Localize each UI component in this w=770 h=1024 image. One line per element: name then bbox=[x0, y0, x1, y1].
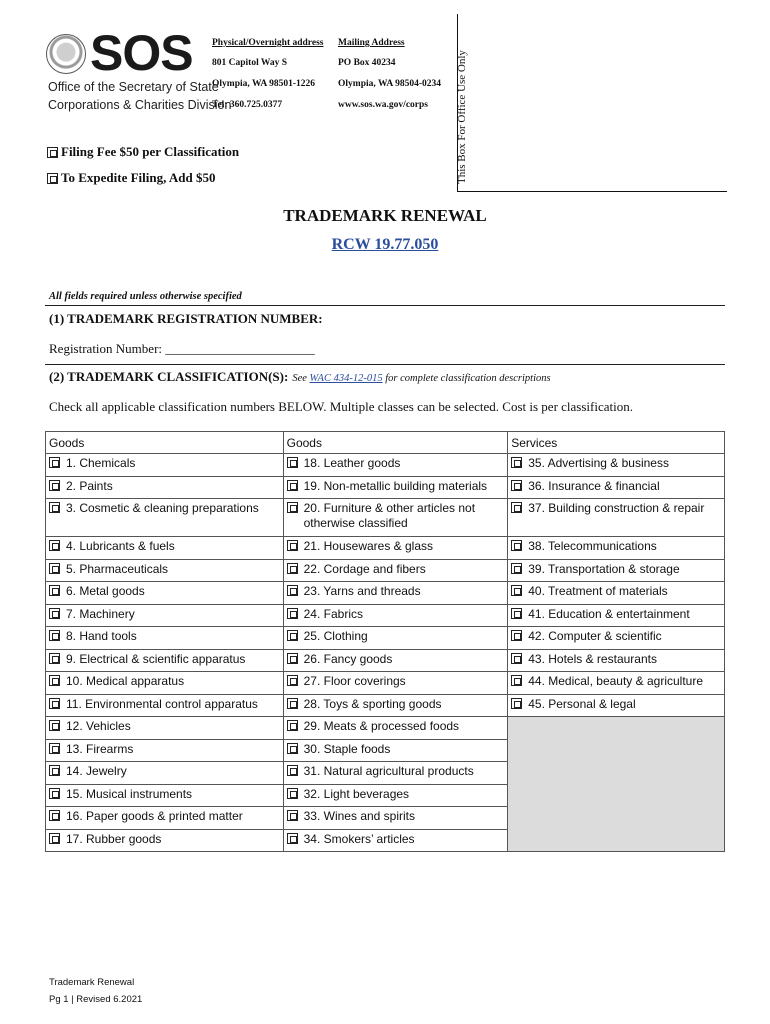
class-label: 27. Floor coverings bbox=[303, 674, 406, 688]
table-row bbox=[46, 537, 725, 560]
class-cell bbox=[46, 537, 284, 560]
class-option[interactable] bbox=[508, 477, 724, 494]
class-option[interactable] bbox=[46, 717, 283, 734]
class-label: 44. Medical, beauty & agriculture bbox=[528, 674, 703, 688]
section2-title: (2) TRADEMARK CLASSIFICATION(S): bbox=[49, 369, 289, 384]
class-cell bbox=[46, 476, 284, 499]
class-cell bbox=[283, 762, 508, 785]
class-checkbox[interactable] bbox=[511, 502, 522, 513]
class-label: 29. Meats & processed foods bbox=[303, 719, 460, 733]
class-option[interactable] bbox=[508, 454, 724, 471]
class-cell bbox=[283, 499, 508, 537]
class-cell bbox=[46, 604, 284, 627]
state-seal-icon bbox=[46, 34, 86, 74]
required-note: All fields required unless otherwise specified bbox=[49, 291, 242, 302]
class-checkbox[interactable] bbox=[287, 698, 298, 709]
section2-heading bbox=[49, 369, 551, 385]
note-pre: See bbox=[292, 373, 307, 384]
class-option[interactable] bbox=[508, 537, 724, 554]
division-name: Corporations & Charities Division bbox=[48, 98, 232, 112]
class-checkbox[interactable] bbox=[287, 457, 298, 468]
class-cell bbox=[46, 807, 284, 830]
class-cell bbox=[283, 672, 508, 695]
class-cell bbox=[46, 694, 284, 717]
class-cell bbox=[508, 694, 725, 717]
class-label: 28. Toys & sporting goods bbox=[303, 696, 442, 711]
class-label: 9. Electrical & scientific apparatus bbox=[66, 651, 246, 666]
class-label: 34. Smokers’ articles bbox=[303, 831, 415, 846]
class-label: 39. Transportation & storage bbox=[528, 561, 680, 576]
class-checkbox[interactable] bbox=[511, 698, 522, 709]
class-label: 11. Environmental control apparatus bbox=[66, 696, 258, 711]
form-title: TRADEMARK RENEWAL bbox=[283, 206, 487, 225]
class-option[interactable] bbox=[284, 695, 508, 712]
classification-table bbox=[45, 431, 725, 852]
class-option[interactable] bbox=[284, 807, 508, 824]
class-checkbox[interactable] bbox=[49, 788, 60, 799]
class-cell bbox=[508, 627, 725, 650]
class-option[interactable] bbox=[508, 672, 724, 689]
class-label: 16. Paper goods & printed matter bbox=[66, 809, 243, 823]
class-option[interactable] bbox=[46, 785, 283, 802]
class-option[interactable] bbox=[508, 627, 724, 644]
class-option[interactable] bbox=[46, 560, 283, 577]
class-option[interactable] bbox=[284, 560, 508, 577]
physical-street: 801 Capitol Way S bbox=[212, 58, 288, 68]
class-label: 17. Rubber goods bbox=[66, 831, 162, 846]
table-row bbox=[46, 694, 725, 717]
class-label: 45. Personal & legal bbox=[528, 696, 636, 711]
class-checkbox[interactable] bbox=[287, 743, 298, 754]
column-header-goods: Goods bbox=[46, 432, 284, 454]
class-label: 21. Housewares & glass bbox=[303, 539, 434, 553]
class-cell bbox=[46, 784, 284, 807]
class-checkbox[interactable] bbox=[49, 698, 60, 709]
class-checkbox[interactable] bbox=[49, 653, 60, 664]
class-option[interactable] bbox=[284, 477, 508, 494]
class-option[interactable] bbox=[508, 582, 724, 599]
mailing-box: PO Box 40234 bbox=[338, 58, 396, 68]
class-checkbox[interactable] bbox=[287, 608, 298, 619]
class-label: 7. Machinery bbox=[66, 606, 135, 621]
classification-instructions: Check all applicable classification numbers BELOW. Multiple classes can be selected. Cost is per classification. bbox=[49, 399, 633, 414]
class-checkbox[interactable] bbox=[287, 585, 298, 596]
table-row bbox=[46, 672, 725, 695]
class-checkbox[interactable] bbox=[49, 743, 60, 754]
class-checkbox[interactable] bbox=[511, 675, 522, 686]
class-label: 25. Clothing bbox=[303, 629, 368, 643]
class-label: 24. Fabrics bbox=[303, 606, 363, 621]
class-option[interactable] bbox=[284, 740, 508, 757]
class-option[interactable] bbox=[284, 672, 508, 689]
table-row bbox=[46, 627, 725, 650]
class-label: 43. Hotels & restaurants bbox=[528, 651, 657, 666]
class-checkbox[interactable] bbox=[287, 502, 298, 513]
class-label: 31. Natural agricultural products bbox=[303, 764, 474, 778]
class-option[interactable] bbox=[508, 499, 724, 516]
class-option[interactable] bbox=[284, 627, 508, 644]
wac-link[interactable]: WAC 434-12-015 bbox=[309, 373, 383, 384]
physical-city: Olympia, WA 98501-1226 bbox=[212, 79, 316, 89]
class-label: 36. Insurance & financial bbox=[528, 478, 660, 493]
class-label: 26. Fancy goods bbox=[303, 651, 393, 666]
class-checkbox[interactable] bbox=[287, 480, 298, 491]
table-row bbox=[46, 499, 725, 537]
table-row bbox=[46, 604, 725, 627]
class-option[interactable] bbox=[284, 499, 508, 531]
mailing-web: www.sos.wa.gov/corps bbox=[338, 100, 428, 110]
column-header-goods: Goods bbox=[283, 432, 508, 454]
filing-fee-label: Filing Fee $50 per Classification bbox=[61, 144, 240, 159]
class-label: 41. Education & entertainment bbox=[528, 606, 690, 621]
class-cell bbox=[46, 829, 284, 852]
physical-tel: Tel: 360.725.0377 bbox=[212, 100, 283, 110]
class-option[interactable] bbox=[46, 537, 283, 554]
class-cell bbox=[508, 559, 725, 582]
expedite-label: To Expedite Filing, Add $50 bbox=[61, 170, 216, 185]
class-checkbox[interactable] bbox=[287, 810, 298, 821]
class-label: 8. Hand tools bbox=[66, 629, 137, 643]
class-cell bbox=[283, 537, 508, 560]
class-label: 13. Firearms bbox=[66, 741, 134, 756]
class-option[interactable] bbox=[284, 605, 508, 622]
class-checkbox[interactable] bbox=[49, 765, 60, 776]
class-label: 23. Yarns and threads bbox=[303, 584, 421, 598]
class-checkbox[interactable] bbox=[511, 585, 522, 596]
class-cell bbox=[508, 476, 725, 499]
class-checkbox[interactable] bbox=[511, 540, 522, 551]
class-option[interactable] bbox=[46, 807, 283, 824]
note-post: for complete classification descriptions bbox=[385, 373, 551, 384]
class-option[interactable] bbox=[46, 605, 283, 622]
class-cell bbox=[46, 559, 284, 582]
class-checkbox[interactable] bbox=[49, 540, 60, 551]
office-use-label: This Box For Office Use Only bbox=[456, 50, 468, 184]
class-label: 5. Pharmaceuticals bbox=[66, 561, 169, 576]
class-option[interactable] bbox=[284, 785, 508, 802]
footer-form-name: Trademark Renewal bbox=[49, 977, 135, 988]
class-cell bbox=[283, 649, 508, 672]
class-checkbox[interactable] bbox=[49, 563, 60, 574]
class-option[interactable] bbox=[284, 717, 508, 734]
table-row bbox=[46, 649, 725, 672]
class-checkbox[interactable] bbox=[49, 810, 60, 821]
class-label: 19. Non-metallic building materials bbox=[303, 478, 488, 493]
class-label: 20. Furniture & other articles not otherwise classified bbox=[303, 501, 476, 530]
class-checkbox[interactable] bbox=[287, 675, 298, 686]
class-cell bbox=[46, 649, 284, 672]
class-option[interactable] bbox=[46, 650, 283, 667]
class-checkbox[interactable] bbox=[49, 457, 60, 468]
sos-logo bbox=[46, 25, 232, 112]
class-option[interactable] bbox=[46, 477, 283, 494]
class-cell bbox=[46, 454, 284, 477]
class-checkbox[interactable] bbox=[287, 765, 298, 776]
class-checkbox[interactable] bbox=[287, 653, 298, 664]
class-label: 1. Chemicals bbox=[66, 456, 136, 470]
class-checkbox[interactable] bbox=[511, 457, 522, 468]
table-row bbox=[46, 476, 725, 499]
class-checkbox[interactable] bbox=[49, 675, 60, 686]
table-row bbox=[46, 717, 725, 740]
class-option[interactable] bbox=[46, 454, 283, 471]
class-checkbox[interactable] bbox=[287, 788, 298, 799]
class-cell bbox=[46, 582, 284, 605]
class-checkbox[interactable] bbox=[511, 480, 522, 491]
class-checkbox[interactable] bbox=[287, 563, 298, 574]
class-option[interactable] bbox=[508, 650, 724, 667]
class-option[interactable] bbox=[508, 695, 724, 712]
class-cell bbox=[283, 559, 508, 582]
class-checkbox[interactable] bbox=[49, 720, 60, 731]
class-label: 14. Jewelry bbox=[66, 764, 127, 778]
table-row bbox=[46, 454, 725, 477]
class-checkbox[interactable] bbox=[49, 833, 60, 844]
class-option[interactable] bbox=[284, 582, 508, 599]
divider bbox=[45, 305, 725, 306]
rcw-link[interactable]: RCW 19.77.050 bbox=[331, 236, 439, 253]
office-use-box bbox=[457, 14, 727, 192]
mailing-address-heading: Mailing Address bbox=[338, 38, 405, 48]
class-cell bbox=[46, 499, 284, 537]
expedite-option[interactable] bbox=[47, 170, 215, 186]
class-cell bbox=[283, 476, 508, 499]
logo-letters: SOS bbox=[90, 25, 193, 81]
class-checkbox[interactable] bbox=[511, 630, 522, 641]
class-checkbox[interactable] bbox=[287, 540, 298, 551]
expedite-checkbox[interactable] bbox=[47, 173, 58, 184]
class-label: 2. Paints bbox=[66, 478, 113, 493]
class-cell bbox=[283, 717, 508, 740]
class-label: 40. Treatment of materials bbox=[528, 584, 668, 598]
class-option[interactable] bbox=[508, 605, 724, 622]
class-option[interactable] bbox=[284, 762, 508, 779]
class-cell bbox=[508, 537, 725, 560]
class-option[interactable] bbox=[46, 672, 283, 689]
class-label: 42. Computer & scientific bbox=[528, 629, 662, 643]
class-label: 38. Telecommunications bbox=[528, 539, 657, 553]
class-checkbox[interactable] bbox=[49, 502, 60, 513]
class-label: 30. Staple foods bbox=[303, 741, 391, 756]
class-label: 12. Vehicles bbox=[66, 719, 131, 733]
divider bbox=[45, 364, 725, 365]
class-label: 10. Medical apparatus bbox=[66, 674, 185, 688]
class-cell bbox=[283, 454, 508, 477]
class-option[interactable] bbox=[284, 454, 508, 471]
class-option[interactable] bbox=[46, 582, 283, 599]
class-label: 15. Musical instruments bbox=[66, 786, 193, 801]
class-option[interactable] bbox=[46, 740, 283, 757]
class-label: 6. Metal goods bbox=[66, 584, 145, 598]
class-option[interactable] bbox=[284, 650, 508, 667]
class-cell bbox=[283, 627, 508, 650]
class-option[interactable] bbox=[508, 560, 724, 577]
class-cell bbox=[508, 499, 725, 537]
filing-fee-option[interactable] bbox=[47, 144, 239, 160]
class-cell bbox=[46, 739, 284, 762]
class-option[interactable] bbox=[284, 537, 508, 554]
class-label: 22. Cordage and fibers bbox=[303, 561, 426, 576]
footer-page-info: Pg 1 | Revised 6.2021 bbox=[49, 994, 143, 1005]
class-option[interactable] bbox=[46, 627, 283, 644]
class-cell bbox=[283, 739, 508, 762]
mailing-city: Olympia, WA 98504-0234 bbox=[338, 79, 442, 89]
class-cell bbox=[46, 672, 284, 695]
section2-note bbox=[292, 373, 550, 384]
class-label: 33. Wines and spirits bbox=[303, 809, 416, 823]
class-option[interactable] bbox=[46, 762, 283, 779]
class-cell bbox=[508, 649, 725, 672]
class-cell bbox=[283, 604, 508, 627]
class-checkbox[interactable] bbox=[49, 630, 60, 641]
class-label: 32. Light beverages bbox=[303, 786, 410, 801]
class-label: 18. Leather goods bbox=[303, 456, 401, 470]
class-cell bbox=[508, 454, 725, 477]
class-checkbox[interactable] bbox=[511, 653, 522, 664]
class-cell bbox=[46, 762, 284, 785]
section1-heading: (1) TRADEMARK REGISTRATION NUMBER: bbox=[49, 311, 323, 326]
class-cell bbox=[283, 582, 508, 605]
class-option[interactable] bbox=[46, 830, 283, 847]
class-option[interactable] bbox=[46, 499, 283, 516]
class-cell bbox=[46, 717, 284, 740]
class-option[interactable] bbox=[46, 695, 283, 712]
class-label: 3. Cosmetic & cleaning preparations bbox=[66, 501, 259, 515]
class-checkbox[interactable] bbox=[49, 585, 60, 596]
shaded-empty-area bbox=[508, 717, 725, 852]
class-checkbox[interactable] bbox=[511, 608, 522, 619]
class-option[interactable] bbox=[284, 830, 508, 847]
class-cell bbox=[283, 784, 508, 807]
class-cell bbox=[283, 807, 508, 830]
class-checkbox[interactable] bbox=[287, 720, 298, 731]
class-label: 4. Lubricants & fuels bbox=[66, 539, 175, 553]
class-cell bbox=[508, 672, 725, 695]
class-cell bbox=[283, 829, 508, 852]
column-header-services: Services bbox=[508, 432, 725, 454]
class-label: 37. Building construction & repair bbox=[528, 501, 705, 515]
class-cell bbox=[283, 694, 508, 717]
class-cell bbox=[508, 582, 725, 605]
class-label: 35. Advertising & business bbox=[528, 456, 669, 470]
class-checkbox[interactable] bbox=[511, 563, 522, 574]
class-cell bbox=[508, 604, 725, 627]
table-row bbox=[46, 582, 725, 605]
class-checkbox[interactable] bbox=[49, 608, 60, 619]
filing-fee-checkbox[interactable] bbox=[47, 147, 58, 158]
registration-number-field[interactable]: Registration Number: _______________________ bbox=[49, 341, 315, 356]
table-row bbox=[46, 559, 725, 582]
class-cell bbox=[46, 627, 284, 650]
physical-address-heading: Physical/Overnight address bbox=[212, 38, 324, 48]
office-name: Office of the Secretary of State bbox=[48, 80, 219, 94]
class-checkbox[interactable] bbox=[287, 833, 298, 844]
class-checkbox[interactable] bbox=[49, 480, 60, 491]
class-checkbox[interactable] bbox=[287, 630, 298, 641]
